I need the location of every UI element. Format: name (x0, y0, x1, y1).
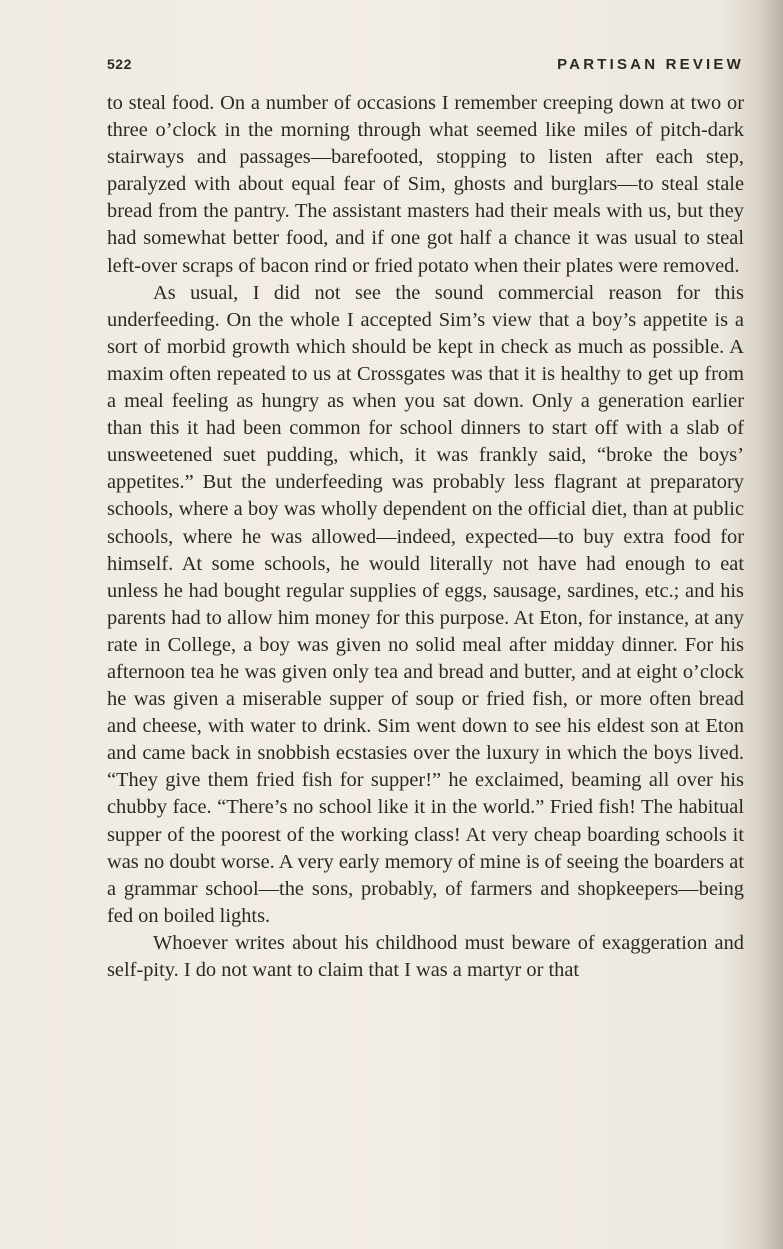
page-number: 522 (107, 56, 132, 72)
paragraph-childhood: Whoever writes about his childhood must beware of exaggeration and self-pity. I do not want to claim that I was a martyr or that (107, 931, 744, 981)
journal-title: PARTISAN REVIEW (557, 56, 744, 73)
paragraph-underfeeding: As usual, I did not see the sound commercial reason for this underfeeding. On the whole I accepted Sim’s view that a boy’s appetite is a sort of morbid growth which should be kept in check as much as possible. A maxim often repeated to us at Crossgates was that it is healthy to get up from a meal feeling as hungry as when you sat down. Only a generation earlier than this it had been common for school dinners to start off with a slab of unsweetened suet pudding, which, it was frankly said, “broke the boys’ appetites.” But the underfeeding was probably less flagrant at preparatory schools, where a boy was wholly dependent on the official diet, than at public schools, where he was allowed—indeed, expected—to buy extra food for himself. At some schools, he would literally not have had enough to eat unless he had bought regular supplies of eggs, sausage, sardines, etc.; and his parents had to allow him money for this purpose. At Eton, for instance, at any rate in College, a boy was given no solid meal after midday dinner. For his afternoon tea he was given only tea and bread and butter, and at eight o’clock he was given a miserable supper of soup or fried fish, or more often bread and cheese, with water to drink. Sim went down to see his eldest son at Eton and came back in snobbish ecstasies over the luxury in which the boys lived. “They give them fried fish for supper!” he exclaimed, beaming all over his chubby face. “There’s no school like it in the world.” Fried fish! The habitual supper of the poorest of the working class! At very cheap boarding schools it was no doubt worse. A very early memory of mine is of seeing the boarders at a grammar school—the sons, probably, of farmers and shopkeepers—being fed on boiled lights. (107, 281, 744, 927)
paragraph-continued: to steal food. On a number of occasions I remember creeping down at two or three o’clock in the morning through what seemed like miles of pitch-dark stairways and passages—barefooted, stopping to listen after each step, paralyzed with about equal fear of Sim, ghosts and burglars—to steal stale bread from the pantry. The assistant masters had their meals with us, but they had somewhat better food, and if one got half a chance it was usual to steal left-over scraps of bacon rind or fried potato when their plates were removed. (107, 92, 744, 277)
running-head (107, 56, 744, 78)
body-text (107, 90, 744, 984)
